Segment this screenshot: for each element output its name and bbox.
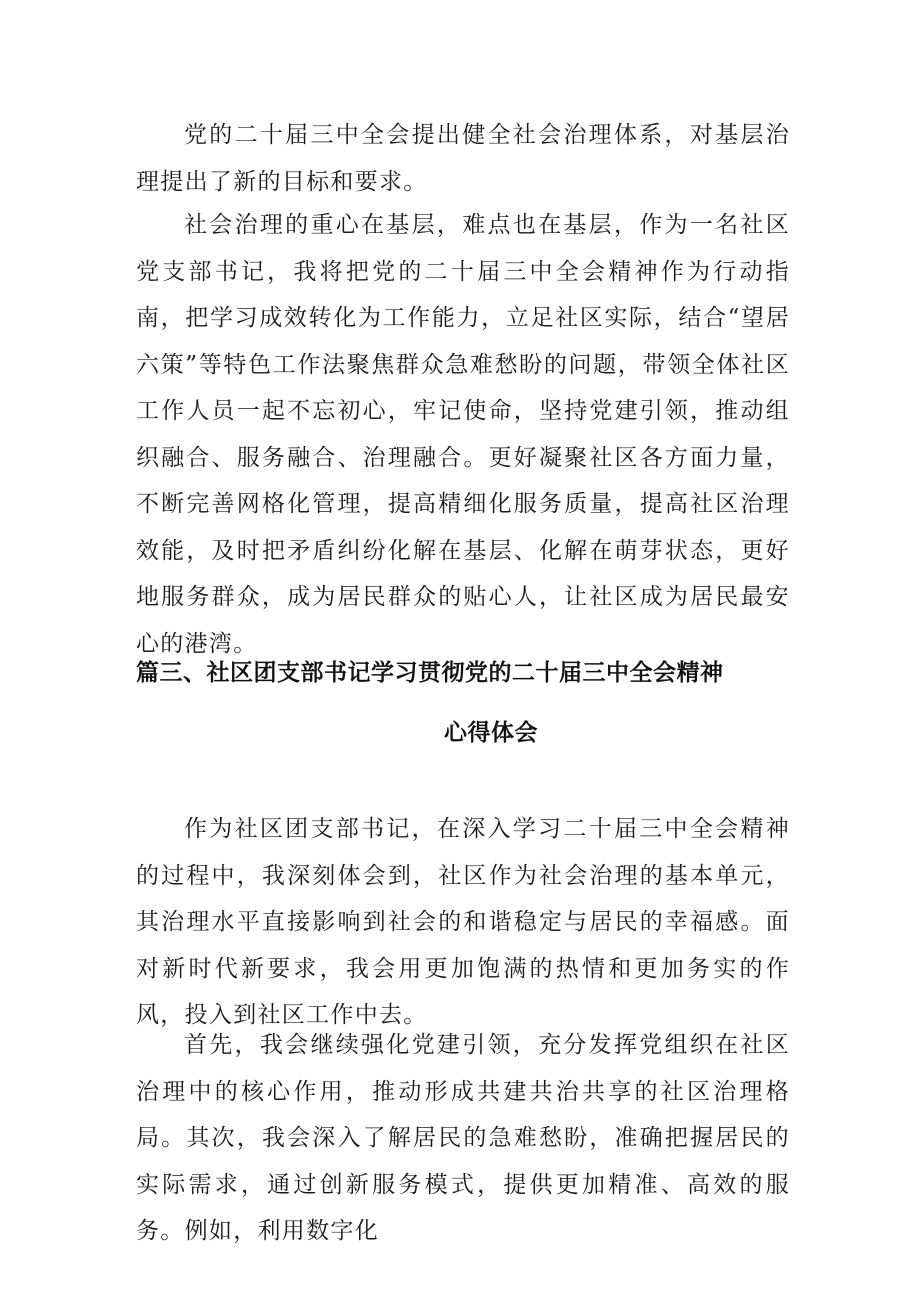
body-paragraph: 作为社区团支部书记，在深入学习二十届三中全会精神的过程中，我深刻体会到，社区作为社会治理的基本单元，其治理水平直接影响到社会的和谐稳定与居民的幸福感。面对新时代新要求，我会用更加饱满的热情和更加务实的作风，投入到社区工作中去。 [136, 816, 790, 1028]
body-paragraph: 党的二十届三中全会提出健全社会治理体系，对基层治理提出了新的目标和要求。 [136, 122, 790, 195]
body-paragraph: 首先，我会继续强化党建引领，充分发挥党组织在社区治理中的核心作用，推动形成共建共治共享的社区治理格局。其次，我会深入了解居民的急难愁盼，准确把握居民的实际需求，通过创新服务模式，提供更加精准、高效的服务。例如，利用数字化 [136, 1032, 790, 1244]
section-title-continuation: 心得体会 [444, 720, 538, 746]
section-title: 篇三、社区团支部书记学习贯彻党的二十届三中全会精神 [136, 660, 724, 686]
body-paragraph: 社会治理的重心在基层，难点也在基层，作为一名社区党支部书记，我将把党的二十届三中全会精神作为行动指南，把学习成效转化为工作能力，立足社区实际，结合“望居六策”等特色工作法聚焦群众急难愁盼的问题，带领全体社区工作人员一起不忘初心，牢记使命，坚持党建引领，推动组织融合、服务融合、治理融合。更好凝聚社区各方面力量，不断完善网格化管理，提高精细化服务质量，提高社区治理效能，及时把矛盾纠纷化解在基层、化解在萌芽状态，更好地服务群众，成为居民群众的贴心人，让社区成为居民最安心的港湾。 [136, 212, 790, 657]
